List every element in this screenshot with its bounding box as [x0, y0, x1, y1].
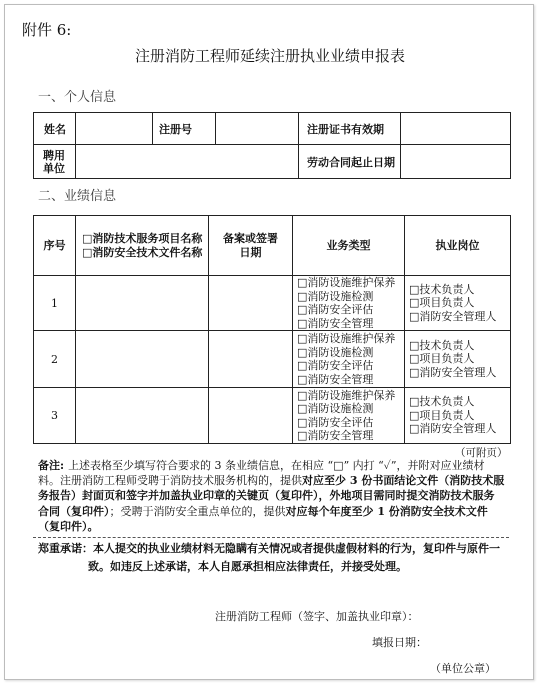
performance-row: [34, 276, 511, 331]
header-filing-date: [209, 216, 293, 276]
header-position: 执业岗位: [405, 216, 511, 276]
remarks-line: [38, 519, 504, 534]
header-seq: 序号: [34, 216, 76, 276]
attachment-label: 附件 6:: [22, 21, 72, 39]
filing-date-cell: [209, 276, 293, 331]
remarks-line: [38, 473, 504, 488]
commitment-line: 致。如违反上述承诺，本人自愿承担相应法律责任，并接受处理。: [88, 560, 407, 573]
position-checkbox-option: □消防安全管理人: [409, 309, 497, 323]
remarks-text: 料。注册消防工程师受聘于消防技术服务机构的，提供: [38, 474, 302, 488]
fill-date-label: 填报日期：: [372, 636, 427, 649]
position-checkbox-option: □项目负责人: [409, 352, 475, 366]
position-options: [405, 388, 511, 444]
header-project-name: [76, 216, 209, 276]
row-seq: 2: [34, 331, 76, 388]
name-value-cell: [76, 113, 153, 145]
remarks-emphasis: （复印件）。: [38, 519, 99, 533]
filing-date-cell: [209, 388, 293, 444]
business-type-checkbox-option: □消防设施检测: [297, 289, 374, 303]
business-type-checkbox-option: □消防设施检测: [297, 402, 374, 415]
form-title: 注册消防工程师延续注册执业业绩申报表: [134, 47, 405, 65]
position-checkbox-option: □消防安全管理人: [409, 365, 497, 379]
business-type-checkbox-option: □消防安全评估: [297, 415, 374, 429]
position-checkbox-option: □项目负责人: [409, 296, 475, 310]
position-checkbox-option: □消防安全管理人: [409, 422, 497, 436]
header-business-type: 业务类型: [293, 216, 405, 276]
project-name-cell: [76, 388, 209, 444]
position-checkbox-option: □技术负责人: [409, 395, 475, 409]
business-type-checkbox-option: □消防设施维护保养: [297, 276, 396, 289]
position-checkbox-option: □项目负责人: [409, 408, 475, 422]
header-project-name-line: □消防安全技术文件名称: [82, 245, 203, 259]
section-heading-personal-info: 一、个人信息: [38, 90, 117, 105]
business-type-checkbox-option: □消防安全评估: [297, 303, 374, 316]
remarks-line: [38, 504, 504, 519]
commitment-label: 郑重承诺：: [38, 542, 93, 555]
employer-value-cell: [76, 145, 299, 179]
business-type-checkbox-option: □消防设施维护保养: [297, 388, 396, 402]
business-type-checkbox-option: □消防安全管理: [297, 316, 374, 330]
commitment-text: 本人提交的执业业绩材料无隐瞒有关情况或者提供虚假材料的行为，复印件与原件一: [93, 542, 500, 555]
commitment-line: [38, 540, 500, 558]
remarks-emphasis: 合同（复印件）: [38, 504, 110, 518]
employer-label: [34, 145, 76, 179]
remarks-emphasis: 对应每个年度至少 1 份消防安全技术文件: [285, 504, 488, 518]
personal-info-row: [34, 113, 511, 145]
header-filing-date-line: 备案或签署: [223, 231, 278, 245]
business-type-options: [293, 388, 405, 444]
performance-row: [34, 331, 511, 388]
business-type-checkbox-option: □消防安全管理: [297, 429, 374, 442]
performance-header-row: [34, 216, 511, 276]
position-checkbox-option: □技术负责人: [409, 338, 475, 352]
remarks-line: [38, 488, 504, 503]
position-options: [405, 331, 511, 388]
contract-period-value-cell: [401, 145, 511, 179]
name-label: 姓名: [34, 113, 76, 145]
business-type-checkbox-option: □消防设施检测: [297, 345, 374, 359]
header-filing-date-line: 日期: [239, 245, 262, 259]
row-seq: 1: [34, 276, 76, 331]
business-type-checkbox-option: □消防安全管理: [297, 372, 374, 386]
personal-info-row: [34, 145, 511, 179]
performance-table: [33, 215, 511, 444]
engineer-signature-label: 注册消防工程师（签字、加盖执业印章）：: [215, 610, 419, 623]
remarks-text: ；受聘于消防安全重点单位的，提供: [109, 504, 286, 518]
remarks-line: [38, 458, 504, 473]
reg-no-label: 注册号: [153, 113, 216, 145]
dashed-divider: [33, 537, 509, 538]
remarks-emphasis: 务报告）封面页和签字并加盖执业印章的关键页（复印件），外地项目需同时提交消防技术服务: [38, 489, 495, 503]
project-name-cell: [76, 331, 209, 388]
cert-validity-value-cell: [401, 113, 511, 145]
remarks-block: [38, 458, 504, 534]
position-options: [405, 276, 511, 331]
filing-date-cell: [209, 331, 293, 388]
commitment-block: [38, 540, 500, 576]
cert-validity-label: 注册证书有效期: [299, 113, 401, 145]
business-type-options: [293, 276, 405, 331]
remarks-label: 备注:: [38, 459, 65, 472]
header-project-name-line: □消防技术服务项目名称: [82, 232, 203, 245]
employer-label-line: 单位: [43, 161, 65, 175]
unit-seal-label: （单位公章）: [430, 662, 496, 675]
employer-label-line: 聘用: [43, 148, 65, 162]
contract-period-label: 劳动合同起止日期: [299, 145, 401, 179]
reg-no-value-cell: [216, 113, 299, 145]
business-type-checkbox-option: □消防安全评估: [297, 359, 374, 372]
remarks-text: 上述表格至少填写符合要求的 3 条业绩信息，在相应 “□” 内打 “✓”，并附对应业绩材: [68, 459, 485, 472]
performance-row: [34, 388, 511, 444]
business-type-checkbox-option: □消防设施维护保养: [297, 332, 396, 345]
position-checkbox-option: □技术负责人: [409, 282, 475, 296]
project-name-cell: [76, 276, 209, 331]
attach-pages-note: （可附页）: [455, 447, 508, 459]
business-type-options: [293, 331, 405, 388]
remarks-emphasis: 对应至少 3 份书面结论文件（消防技术服: [302, 474, 505, 488]
personal-info-table: [33, 112, 511, 179]
section-heading-performance-info: 二、业绩信息: [38, 189, 117, 204]
row-seq: 3: [34, 388, 76, 444]
